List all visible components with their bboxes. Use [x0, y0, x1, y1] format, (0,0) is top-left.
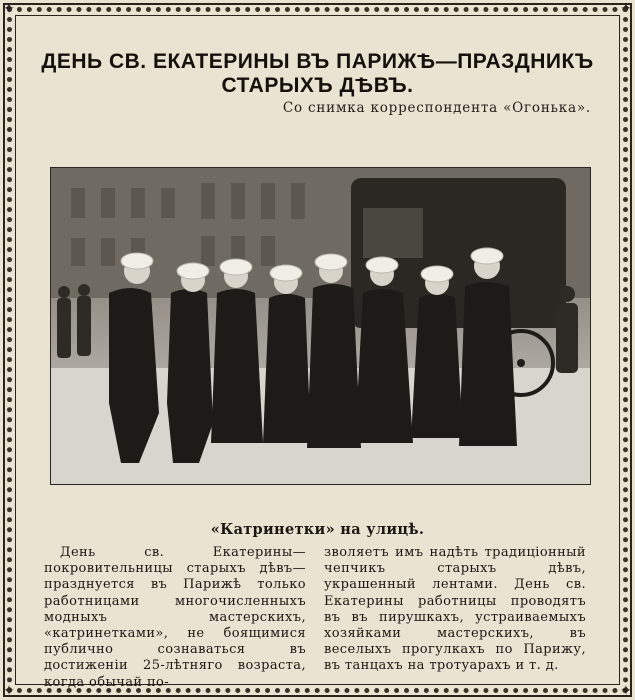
article-column-right	[324, 545, 586, 675]
corner-ornament-icon: ✦	[620, 683, 632, 699]
article-text-left: День св. Екатерины—покровительницы старыхъ дѣвъ—празднуется въ Парижѣ только работницами многочисленныхъ модныхъ мастерскихъ, «катринетками», не боящимися публично сознаваться въ достиженіи 25-лѣтняго возраста, когда обычай по-	[44, 545, 306, 690]
headline-line-2: СТАРЫХЪ ДѢВЪ.	[221, 74, 414, 97]
photo-credit: Со снимка корреспондента «Огонька».	[282, 100, 591, 116]
news-photo	[50, 167, 591, 485]
corner-ornament-icon: ✦	[3, 1, 15, 17]
headline-line-1: ДЕНЬ СВ. ЕКАТЕРИНЫ ВЪ ПАРИЖѢ—ПРАЗДНИКЪ	[41, 50, 594, 73]
photo-illustration	[51, 168, 591, 485]
photo-caption: «Катринетки» на улицѣ.	[210, 521, 425, 538]
article-column-left	[44, 545, 306, 691]
corner-ornament-icon: ✦	[620, 1, 632, 17]
article-text-right: зволяетъ имъ надѣть традиціонный чепчикъ старыхъ дѣвъ, украшенный лентами. День св. Екатерины работницы проводятъ въ въ пирушкахъ, устраиваемыхъ хозяйками мастерскихъ, въ веселыхъ прогулкахъ по Парижу, въ танцахъ на тротуарахъ и т. д.	[324, 545, 586, 674]
headline	[20, 50, 615, 98]
corner-ornament-icon: ✦	[3, 683, 15, 699]
